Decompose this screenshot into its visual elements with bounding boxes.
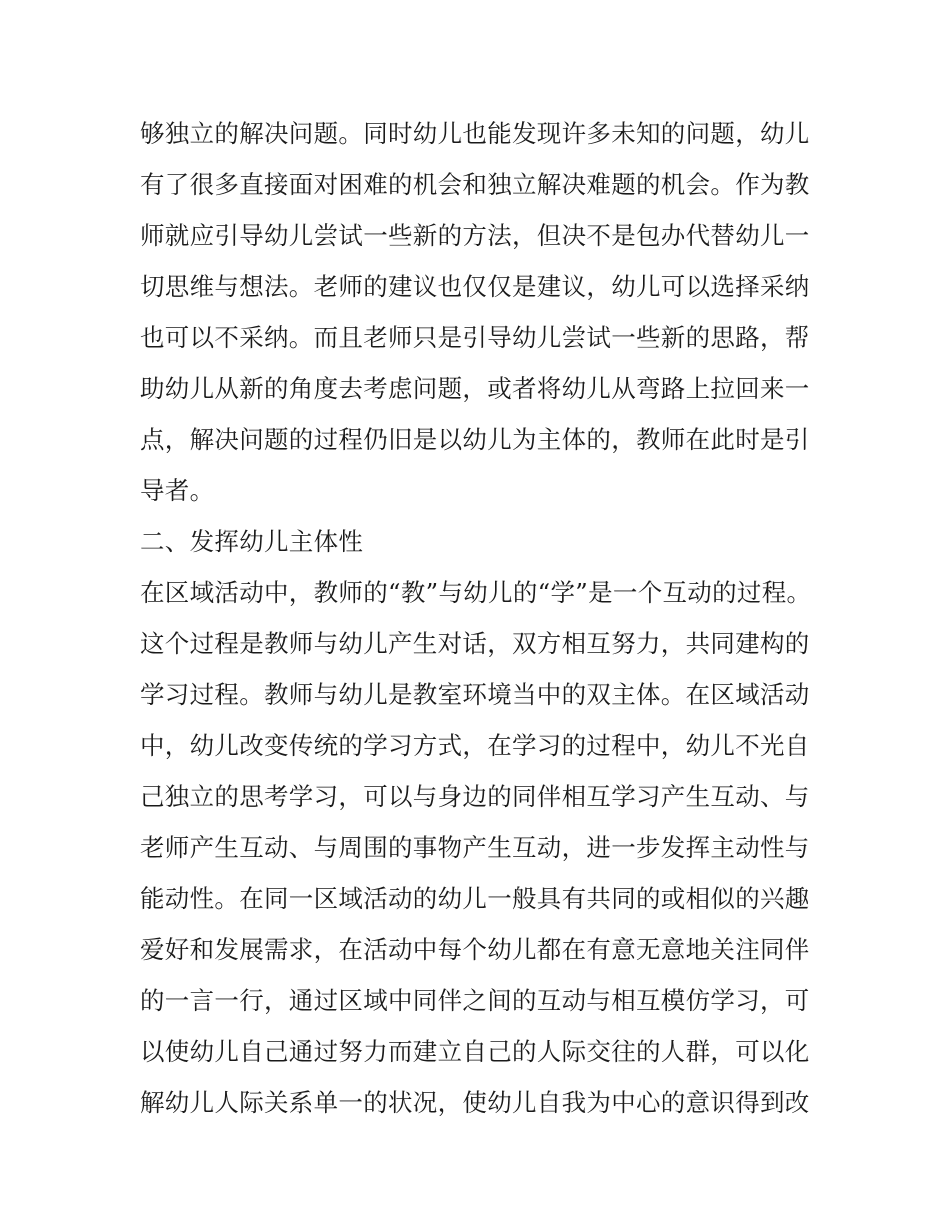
text-line: 能动性。在同一区域活动的幼儿一般具有共同的或相似的兴趣 xyxy=(140,884,810,913)
text-line: 以使幼儿自己通过努力而建立自己的人际交往的人群，可以化 xyxy=(140,1037,810,1066)
text-line: 够独立的解决问题。同时幼儿也能发现许多未知的问题，幼儿 xyxy=(140,119,810,148)
section-heading: 二、发挥幼儿主体性 xyxy=(140,527,364,556)
body-text xyxy=(140,108,830,1128)
text-line: 也可以不采纳。而且老师只是引导幼儿尝试一些新的思路，帮 xyxy=(140,323,810,352)
text-line: 切思维与想法。老师的建议也仅仅是建议，幼儿可以选择采纳 xyxy=(140,272,810,301)
text-line: 老师产生互动、与周围的事物产生互动，进一步发挥主动性与 xyxy=(140,833,810,862)
text-line: 导者。 xyxy=(140,476,215,505)
text-line: 这个过程是教师与幼儿产生对话，双方相互努力，共同建构的 xyxy=(140,629,810,658)
text-line: 助幼儿从新的角度去考虑问题，或者将幼儿从弯路上拉回来一 xyxy=(140,374,810,403)
text-line: 有了很多直接面对困难的机会和独立解决难题的机会。作为教 xyxy=(140,170,810,199)
text-line: 的一言一行，通过区域中同伴之间的互动与相互模仿学习，可 xyxy=(140,986,810,1015)
text-line: 点，解决问题的过程仍旧是以幼儿为主体的，教师在此时是引 xyxy=(140,425,810,454)
text-line: 爱好和发展需求，在活动中每个幼儿都在有意无意地关注同伴 xyxy=(140,935,810,964)
text-line: 师就应引导幼儿尝试一些新的方法，但决不是包办代替幼儿一 xyxy=(140,221,810,250)
text-line: 在区域活动中，教师的“教”与幼儿的“学”是一个互动的过程。 xyxy=(140,578,812,607)
text-line: 己独立的思考学习，可以与身边的同伴相互学习产生互动、与 xyxy=(140,782,810,811)
text-line: 解幼儿人际关系单一的状况，使幼儿自我为中心的意识得到改 xyxy=(140,1088,810,1117)
text-line: 中，幼儿改变传统的学习方式，在学习的过程中，幼儿不光自 xyxy=(140,731,810,760)
text-line: 学习过程。教师与幼儿是教室环境当中的双主体。在区域活动 xyxy=(140,680,810,709)
